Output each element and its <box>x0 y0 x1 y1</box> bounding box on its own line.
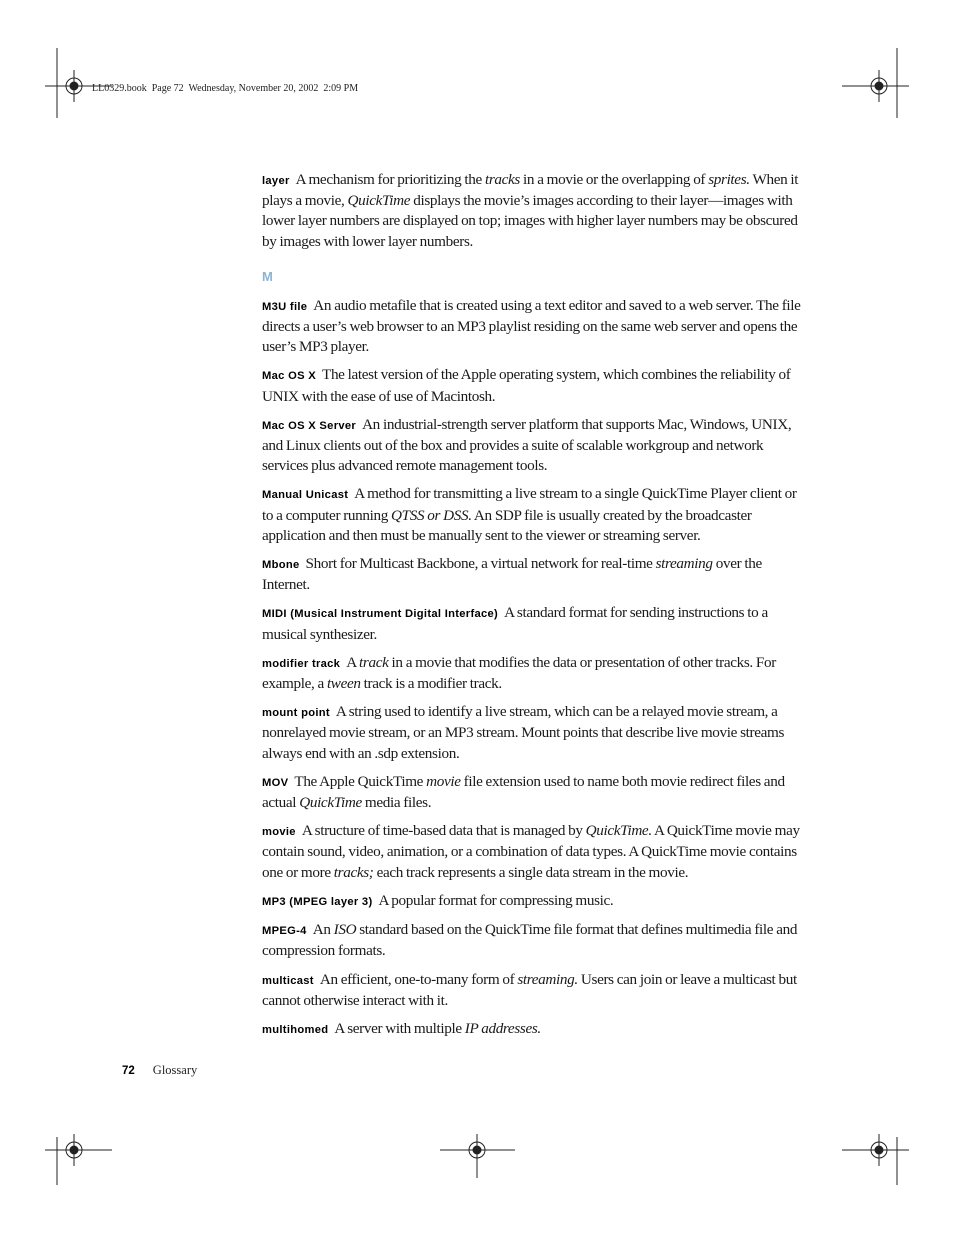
italic-reference: movie <box>426 772 461 790</box>
definition-text: The latest version of the Apple operating system, which combines the reliability of UNIX with the ease of use of Macintosh. <box>262 366 791 405</box>
definition-text: Short for Multicast Backbone, a virtual network for real-time <box>305 555 656 573</box>
definition-text: in a movie that modifies the data or presentation of other tracks. For example, a <box>262 653 776 693</box>
glossary-definition <box>262 773 785 811</box>
italic-reference: track <box>359 653 389 671</box>
print-slug-line: LL0329.book Page 72 Wednesday, November 20, 2002 2:09 PM <box>92 83 359 94</box>
glossary-entry <box>262 365 807 406</box>
glossary-definition <box>262 171 798 250</box>
glossary-definition <box>262 297 801 355</box>
glossary-definition <box>334 1020 540 1037</box>
glossary-entry-layer <box>262 170 807 252</box>
definition-text: An <box>312 921 334 939</box>
definition-text: in a movie or the overlapping of <box>520 171 709 188</box>
italic-reference: QuickTime. <box>585 822 652 840</box>
glossary-definition <box>262 971 797 1009</box>
definition-text: An industrial-strength server platform that supports Mac, Windows, UNIX, and Linux clients out of the box and provides a suite of scalable workgroup and network services plus advanced remote management tools. <box>262 415 792 475</box>
glossary-term: Manual Unicast <box>262 489 349 502</box>
glossary-content <box>262 170 807 1048</box>
glossary-entry <box>262 772 807 813</box>
glossary-definition <box>262 921 797 959</box>
glossary-entry <box>262 296 807 358</box>
section-letter: M <box>262 268 273 284</box>
definition-text: over the Internet. <box>262 555 762 594</box>
glossary-entry <box>262 970 807 1011</box>
definition-text: When it plays a movie, <box>262 171 799 210</box>
glossary-definition <box>262 703 784 761</box>
definition-text: A popular format for compressing music. <box>378 891 614 909</box>
definition-text: file extension used to name both movie redirect files and actual <box>262 772 785 812</box>
italic-reference: tracks; <box>333 863 374 881</box>
definition-text: A server with multiple <box>334 1019 465 1037</box>
glossary-definition <box>378 892 613 909</box>
page-number: 72 <box>122 1065 135 1077</box>
glossary-entry <box>262 554 807 595</box>
glossary-entry <box>262 415 807 477</box>
definition-text: Users can join or leave a multicast but cannot otherwise interact with it. <box>262 970 797 1009</box>
definition-text: The Apple QuickTime <box>294 772 427 790</box>
glossary-entry <box>262 653 807 694</box>
glossary-term: MOV <box>262 776 289 789</box>
definition-text: A structure of time-based data that is managed by <box>301 822 586 840</box>
glossary-term: Mbone <box>262 559 300 572</box>
glossary-definition <box>262 822 800 880</box>
definition-text: An SDP file is usually created by the broadcaster application and then must be manually sent to the viewer or streaming server. <box>262 506 752 544</box>
definition-text: A <box>346 653 360 671</box>
glossary-entry <box>262 702 807 764</box>
italic-reference: tween <box>326 675 361 693</box>
definition-text: A string used to identify a live stream, which can be a relayed movie stream, a nonrelayed movie stream, or an MP3 stream. Mount points that describe live movie streams always end with an .sdp extension. <box>262 703 785 762</box>
glossary-entry <box>262 603 807 644</box>
glossary-entry <box>262 821 807 883</box>
definition-text: standard based on the QuickTime file format that defines multimedia file and compression formats. <box>262 921 798 960</box>
definition-text: each track represents a single data stream in the movie. <box>373 863 689 881</box>
definition-text: A method for transmitting a live stream to a single QuickTime Player client or to a computer running <box>262 485 797 524</box>
glossary-term: multicast <box>262 974 314 987</box>
glossary-term: M3U file <box>262 300 308 313</box>
definition-text: An audio metafile that is created using a text editor and saved to a web server. The file directs a user’s web browser to an MP3 playlist residing on the same web server and opens the user’s MP3 player. <box>262 296 801 356</box>
glossary-term: mount point <box>262 707 330 720</box>
italic-reference: QuickTime <box>299 794 362 812</box>
definition-text: track is a modifier track. <box>360 675 502 693</box>
glossary-term: Mac OS X <box>262 370 317 383</box>
glossary-term: movie <box>262 826 296 839</box>
footer-section-name: Glossary <box>152 1063 198 1077</box>
glossary-entry <box>262 1019 807 1040</box>
definition-text: media files. <box>361 794 432 812</box>
italic-reference: streaming <box>655 555 713 573</box>
glossary-term: multihomed <box>262 1023 329 1036</box>
definition-text: A mechanism for prioritizing the <box>295 171 485 188</box>
italic-reference: QTSS or DSS. <box>391 506 472 524</box>
italic-reference: tracks <box>484 171 520 188</box>
glossary-definition <box>262 366 791 404</box>
glossary-term: MP3 (MPEG layer 3) <box>262 895 373 908</box>
glossary-entry <box>262 484 807 546</box>
glossary-term: modifier track <box>262 657 341 670</box>
definition-text: A standard format for sending instructions to a musical synthesizer. <box>262 604 768 643</box>
glossary-term: Mac OS X Server <box>262 419 357 432</box>
italic-reference: IP addresses. <box>464 1019 541 1037</box>
glossary-term: MPEG-4 <box>262 925 307 938</box>
glossary-term: layer <box>262 175 290 187</box>
glossary-entries <box>262 296 807 1040</box>
page-footer <box>122 1063 197 1078</box>
italic-reference: ISO <box>333 921 357 939</box>
glossary-entry <box>262 920 807 961</box>
italic-reference: QuickTime <box>347 192 411 210</box>
italic-reference: sprites. <box>708 171 750 188</box>
definition-text: displays the movie’s images according to their layer—images with lower layer numbers are displayed on top; images with higher layer numbers may be obscured by images with lower layer numbers. <box>262 192 798 250</box>
glossary-term: MIDI (Musical Instrument Digital Interface) <box>262 608 499 621</box>
glossary-definition <box>262 555 762 593</box>
glossary-entry <box>262 891 807 912</box>
definition-text: A QuickTime movie may contain sound, video, animation, or a combination of data types. A QuickTime movie contains one or more <box>262 822 800 881</box>
definition-text: An efficient, one-to-many form of <box>319 970 518 988</box>
italic-reference: streaming. <box>517 970 578 988</box>
